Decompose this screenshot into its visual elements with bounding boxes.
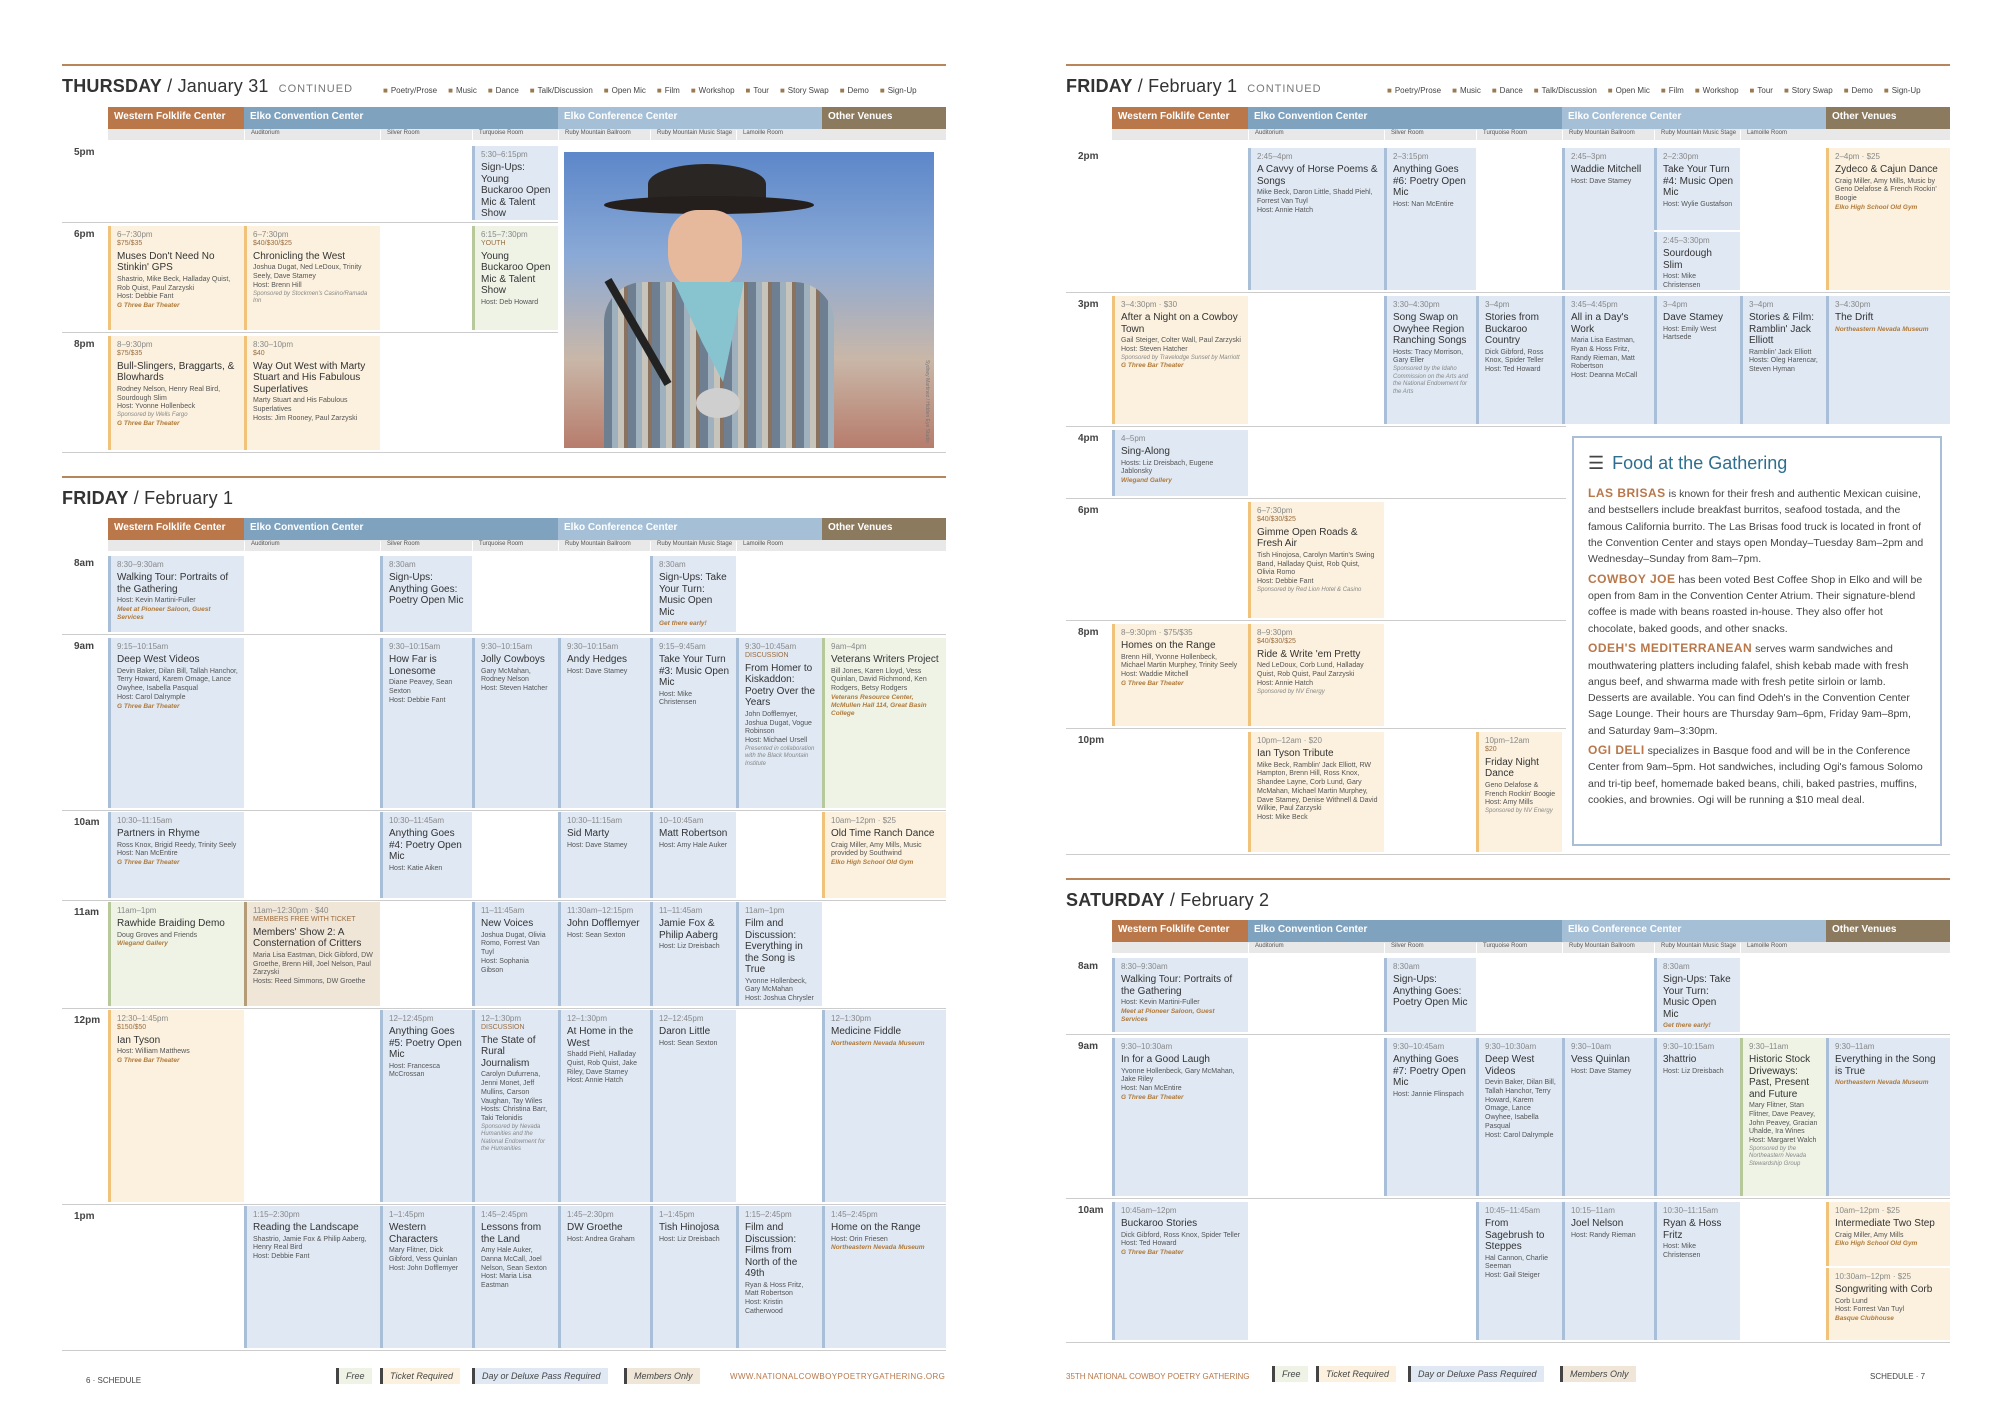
time-label: 8pm <box>74 339 95 350</box>
event-card[interactable]: 10:30am–12pm · $25 Songwriting with Corb Corb Lund Host: Forrest Van Tuyl Basque Clubhouse <box>1826 1268 1950 1340</box>
room-row <box>1112 942 1950 953</box>
food-at-the-gathering-box: ☰ Food at the Gathering LAS BRISAS is known for their fresh and authentic Mexican cuisine, and bestsellers include breakfast burritos, seafood tostada, and the famous California burrito. The Las Brisas food truck is located in front of the Convention Center and stays open Monday–Tuesday 8am–2pm and Wednesday–Sunday from 8am–7pm. COWBOY JOE has been voted Best Coffee Shop in Elko and will be open from 8am in the Convention Center Atrium. Their signature-blend coffee is made with beans roasted in-house. They also offer hot chocolate, baked goods, and other snacks. ODEH'S MEDITERRANEAN serves warm sandwiches and mouthwatering platters including falafel, shish kebab made with fresh angus beef, and shwarma made with fresh petite sirloin or lamb. Desserts are available. You can find Odeh's in the Convention Center Sage Lounge. Their hours are Thursday 9am–6pm, Friday 9am–8pm, and Saturday 9am–3:30pm. OGI DELI specializes in Basque food and will be in the Conference Center from 9am–5pm. Hot sandwiches, including Ogi's famous Solomo and tri-tip beef, homemade baked beans, chili, baked pastries, muffins, cookies, and brownies. Ogi will be running a $10 meal deal. <box>1572 436 1942 846</box>
event-card[interactable]: 10:45–11:45am From Sagebrush to Steppes Hal Cannon, Charlie Seeman Host: Gail Steiger <box>1476 1202 1562 1340</box>
venue-header-cc: Elko Conference Center <box>558 518 822 540</box>
room-silver: Silver Room <box>1384 130 1424 140</box>
event-card[interactable]: 11–11:45am Jamie Fox & Philip Aaberg Host: Liz Dreisbach <box>650 902 736 1006</box>
room-lamoille: Lamoille Room <box>1740 130 1787 140</box>
room-turquoise: Turquoise Room <box>472 541 523 551</box>
event-card[interactable]: 3:30–4:30pm Song Swap on Owyhee Region Ranching Songs Hosts: Tracy Morrison, Gary Eller Sponsored by the Idaho Commission on the Arts and the National Endowment for the Arts <box>1384 296 1476 424</box>
event-card[interactable]: 8–9:30pm $40/$30/$25 Ride & Write 'em Pretty Ned LeDoux, Corb Lund, Halladay Quist, Rob Quist, Paul Zarzyski Host: Annie Hatch Sponsored by NV Energy <box>1248 624 1384 726</box>
event-card[interactable]: 1:45–2:45pm Lessons from the Land Amy Hale Auker, Danna McCall, Joel Nelson, Sean Sexton Host: Maria Lisa Eastman <box>472 1206 558 1348</box>
event-card[interactable]: 9:15–10:15am Deep West Videos Devin Baker, Dilan Bill, Tallah Hanchor, Terry Howard, Karem Omage, Lance Owyhee, Isabella Pasqual Host: Carol Dalrymple G Three Bar Theater <box>108 638 244 808</box>
event-card[interactable]: 4–5pm Sing-Along Hosts: Liz Dreisbach, Eugene Jablonsky Wiegand Gallery <box>1112 430 1248 496</box>
event-card[interactable]: 6–7:30pm $40/$30/$25 Gimme Open Roads & Fresh Air Tish Hinojosa, Carolyn Martin's Swing Band, Halladay Quist, Rob Quist, Olivia Romo Host: Debbie Fant Sponsored by Red Lion Hotel & Casino <box>1248 502 1384 618</box>
room-row <box>108 540 946 551</box>
event-card[interactable]: 10:30–11:15am Ryan & Hoss Fritz Host: Mike Christensen <box>1654 1202 1740 1340</box>
event-card[interactable]: 12–1:30pm At Home in the West Shadd Piehl, Halladay Quist, Rob Quist, Jake Riley, Dave Stamey Host: Annie Hatch <box>558 1010 650 1202</box>
room-turquoise: Turquoise Room <box>1476 943 1527 953</box>
room-silver: Silver Room <box>380 130 420 140</box>
legend-right: ■ Poetry/Prose■ Music■ Dance■ Talk/Discussion■ Open Mic■ Film■ Workshop■ Tour■ Story Swap■ Demo■ Sign-Up <box>1376 86 1921 95</box>
row-divider <box>62 810 946 811</box>
event-card[interactable]: 1–1:45pm Western Characters Mary Flitner, Dick Gibford, Vess Quinlan Host: John Dofflemyer <box>380 1206 472 1348</box>
time-label: 9am <box>1078 1041 1099 1052</box>
legend-left: ■ Poetry/Prose■ Music■ Dance■ Talk/Discussion■ Open Mic■ Film■ Workshop■ Tour■ Story Swap■ Demo■ Sign-Up <box>372 86 917 95</box>
event-card[interactable]: 10pm–12am $20 Friday Night Dance Geno Delafose & French Rockin' Boogie Host: Amy Mills Sponsored by NV Energy <box>1476 732 1562 852</box>
key-pass: Day or Deluxe Pass Required <box>1408 1366 1544 1382</box>
event-card[interactable]: 9:30–10:15am Jolly Cowboys Gary McMahan, Rodney Nelson Host: Steven Hatcher <box>472 638 558 808</box>
time-label: 10am <box>1078 1205 1104 1216</box>
event-card[interactable]: 9:15–9:45am Take Your Turn #3: Music Open Mic Host: Mike Christensen <box>650 638 736 808</box>
event-card[interactable]: 10–10:45am Matt Robertson Host: Amy Hale Auker <box>650 812 736 898</box>
row-divider <box>62 1350 946 1351</box>
event-card[interactable]: 11–11:45am New Voices Joshua Dugat, Olivia Romo, Forrest Van Tuyl Host: Sophania Gibson <box>472 902 558 1006</box>
row-divider <box>62 1008 946 1009</box>
event-card[interactable]: 10:30–11:45am Anything Goes #4: Poetry Open Mic Host: Katie Aiken <box>380 812 472 898</box>
key-members: Members Only <box>624 1368 700 1384</box>
room-auditorium: Auditorium <box>244 541 280 551</box>
event-card[interactable]: 9:30–11am Everything in the Song is True Northeastern Nevada Museum <box>1826 1038 1950 1196</box>
top-rule <box>1066 64 1950 66</box>
venue-header-ov: Other Venues <box>822 518 946 540</box>
event-card[interactable]: 8:30–9:30am Walking Tour: Portraits of the Gathering Host: Kevin Martini-Fuller Meet at Pioneer Saloon, Guest Services <box>1112 958 1248 1032</box>
room-ruby-ballroom: Ruby Mountain Ballroom <box>1562 130 1635 140</box>
event-card[interactable]: 11am–1pm Rawhide Braiding Demo Doug Groves and Friends Wiegand Gallery <box>108 902 244 1006</box>
event-card[interactable]: 9:30–10:30am Deep West Videos Devin Baker, Dilan Bill, Tallah Hanchor, Terry Howard, Karem Omage, Lance Owyhee, Isabella Pasqual Host: Carol Dalrymple <box>1476 1038 1562 1196</box>
event-card[interactable]: 1:15–2:30pm Reading the Landscape Shastrio, Jamie Fox & Philip Aaberg, Henry Real Bird Host: Debbie Fant <box>244 1206 380 1348</box>
row-divider <box>1066 854 1950 855</box>
section-rule <box>1066 878 1950 880</box>
friday-cont-heading: FRIDAY / February 1 CONTINUED <box>1066 76 1322 96</box>
event-card[interactable]: 8:30am Sign-Ups: Take Your Turn: Music Open Mic Get there early! <box>1654 958 1740 1032</box>
time-label: 12pm <box>74 1015 101 1026</box>
event-card[interactable]: 12:30–1:45pm $150/$50 Ian Tyson Host: William Matthews G Three Bar Theater <box>108 1010 244 1202</box>
room-turquoise: Turquoise Room <box>472 130 523 140</box>
event-card[interactable]: 10:45am–12pm Buckaroo Stories Dick Gibford, Ross Knox, Spider Teller Host: Ted Howard G Three Bar Theater <box>1112 1202 1248 1340</box>
event-card[interactable]: 3–4:30pm The Drift Northeastern Nevada Museum <box>1826 296 1950 424</box>
row-divider <box>62 452 946 453</box>
top-rule <box>62 64 946 66</box>
belt-buckle-shape <box>696 388 740 418</box>
saturday-heading: SATURDAY / February 2 <box>1066 890 1270 910</box>
key-ticket: Ticket Required <box>380 1368 460 1384</box>
room-row <box>1112 129 1950 140</box>
event-card[interactable]: 8:30am Sign-Ups: Anything Goes: Poetry Open Mic <box>1384 958 1476 1032</box>
event-card[interactable]: 2:45–4pm A Cavvy of Horse Poems & Songs Mike Beck, Daron Little, Shadd Piehl, Forrest Van Tuyl Host: Annie Hatch <box>1248 148 1384 290</box>
row-divider <box>1066 1342 1950 1343</box>
event-card[interactable]: 9am–4pm Veterans Writers Project Bill Jones, Karen Lloyd, Vess Quinlan, David Richmond, Ken Rodgers, Betsy Rodgers Veterans Resource Center, McMullen Hall 114, Great Basin College <box>822 638 946 808</box>
event-card[interactable]: 9:30–10:15am How Far is Lonesome Diane Peavey, Sean Sexton Host: Debbie Fant <box>380 638 472 808</box>
event-card[interactable]: 12–1:30pm Medicine Fiddle Northeastern Nevada Museum <box>822 1010 946 1202</box>
venue-header-ec: Elko Convention Center <box>1248 107 1562 129</box>
venue-header-wf: Western Folklife Center <box>108 107 244 129</box>
room-ruby-stage: Ruby Mountain Music Stage <box>650 130 732 140</box>
venue-header-ec: Elko Convention Center <box>1248 920 1562 942</box>
time-label: 6pm <box>74 229 95 240</box>
venue-header-ov: Other Venues <box>1826 920 1950 942</box>
time-label: 1pm <box>74 1211 95 1222</box>
row-divider <box>1066 292 1950 293</box>
face-shape <box>668 210 742 290</box>
food-title: ☰ Food at the Gathering <box>1588 453 1788 473</box>
event-card[interactable]: 12–12:45pm Daron Little Host: Sean Sexton <box>650 1010 736 1202</box>
event-card[interactable]: 3–4pm Stories from Buckaroo Country Dick Gibford, Ross Knox, Spider Teller Host: Ted Howard <box>1476 296 1562 424</box>
row-divider <box>62 222 558 223</box>
event-card[interactable]: 9:30–10:45am Anything Goes #7: Poetry Open Mic Host: Jannie Flinspach <box>1384 1038 1476 1196</box>
event-card[interactable]: 1:15–2:45pm Film and Discussion: Films from North of the 49th Ryan & Hoss Fritz, Matt Robertson Host: Kristin Catherwood <box>736 1206 822 1348</box>
time-label: 11am <box>74 907 100 918</box>
event-card[interactable]: 2:45–3:30pm Sourdough Slim Host: Mike Christensen <box>1654 232 1740 290</box>
time-label: 10am <box>74 817 100 828</box>
event-card[interactable]: 9:30–10:15am 3hattrio Host: Liz Dreisbach <box>1654 1038 1740 1196</box>
section-rule <box>62 476 946 478</box>
event-card[interactable]: 6:15–7:30pm YOUTH Young Buckaroo Open Mic & Talent Show Host: Deb Howard <box>472 226 558 330</box>
fork-knife-icon: ☰ <box>1588 453 1605 473</box>
friday-heading: FRIDAY / February 1 <box>62 488 234 508</box>
event-card[interactable]: 11am–1pm Film and Discussion: Everything in the Song is True Yvonne Hollenbeck, Gary McMahan Host: Joshua Chrysler <box>736 902 822 1006</box>
row-divider <box>62 900 946 901</box>
event-card[interactable]: 8:30–9:30am Walking Tour: Portraits of the Gathering Host: Kevin Martini-Fuller Meet at Pioneer Saloon, Guest Services <box>108 556 244 632</box>
event-card[interactable]: 10am–12pm · $25 Old Time Ranch Dance Craig Miller, Amy Mills, Music provided by Southwind Elko High School Old Gym <box>822 812 946 898</box>
room-auditorium: Auditorium <box>1248 943 1284 953</box>
website-link[interactable]: WWW.NATIONALCOWBOYPOETRYGATHERING.ORG <box>730 1372 946 1381</box>
event-card[interactable]: 9:30–10:15am Andy Hedges Host: Dave Stamey <box>558 638 650 808</box>
event-card[interactable]: 2–2:30pm Take Your Turn #4: Music Open Mic Host: Wylie Gustafson <box>1654 148 1740 230</box>
row-divider <box>1066 620 1566 621</box>
row-divider <box>62 634 946 635</box>
photo-credit: Sydney Martinez / Hidden Eye Studio <box>924 360 930 443</box>
event-card[interactable]: 10:30–11:15am Sid Marty Host: Dave Stamey <box>558 812 650 898</box>
row-divider <box>62 1204 946 1205</box>
room-auditorium: Auditorium <box>1248 130 1284 140</box>
time-label: 2pm <box>1078 151 1099 162</box>
event-card[interactable]: 11am–12:30pm · $40 MEMBERS FREE WITH TICKET Members' Show 2: A Consternation of Critters Maria Lisa Eastman, Dick Gibford, DW Groethe, Brenn Hill, Joel Nelson, Paul Zarzyski Hosts: Reed Simmons, DW Groethe <box>244 902 380 1006</box>
venue-header-ec: Elko Convention Center <box>244 107 558 129</box>
room-ruby-stage: Ruby Mountain Music Stage <box>1654 943 1736 953</box>
event-card[interactable]: 2–3:15pm Anything Goes #6: Poetry Open Mic Host: Nan McEntire <box>1384 148 1476 290</box>
row-divider <box>1066 426 1566 427</box>
venue-header-wf: Western Folklife Center <box>1112 920 1248 942</box>
time-label: 8am <box>1078 961 1099 972</box>
row-divider <box>1066 1198 1950 1199</box>
key-free: Free <box>1272 1366 1308 1382</box>
room-silver: Silver Room <box>380 541 420 551</box>
event-card[interactable]: 1:45–2:30pm DW Groethe Host: Andrea Graham <box>558 1206 650 1348</box>
room-row <box>108 129 946 140</box>
room-silver: Silver Room <box>1384 943 1424 953</box>
venue-header-ov: Other Venues <box>822 107 946 129</box>
event-card[interactable]: 6–7:30pm $40/$30/$25 Chronicling the West Joshua Dugat, Ned LeDoux, Trinity Seely, Dave Stamey Host: Brenn Hill Sponsored by Stockmen's Casino/Ramada Inn <box>244 226 380 330</box>
room-ruby-ballroom: Ruby Mountain Ballroom <box>558 541 631 551</box>
event-card[interactable]: 5:30–6:15pm Sign-Ups: Young Buckaroo Open Mic & Talent Show <box>472 146 558 220</box>
row-divider <box>62 332 558 333</box>
key-pass: Day or Deluxe Pass Required <box>472 1368 608 1384</box>
key-free: Free <box>336 1368 372 1384</box>
venue-header-cc: Elko Conference Center <box>1562 107 1826 129</box>
time-label: 8am <box>74 558 95 569</box>
venue-header-wf: Western Folklife Center <box>1112 107 1248 129</box>
event-card[interactable]: 3–4pm Stories & Film: Ramblin' Jack Elliott Ramblin' Jack Elliott Hosts: Oleg Harencar, Steven Hyman <box>1740 296 1826 424</box>
venue-header-cc: Elko Conference Center <box>558 107 822 129</box>
venue-header-ov: Other Venues <box>1826 107 1950 129</box>
row-divider <box>1066 1034 1950 1035</box>
event-card[interactable]: 6–7:30pm $75/$35 Muses Don't Need No Stinkin' GPS Shastrio, Mike Beck, Halladay Quist, Rob Quist, Paul Zarzyski Host: Debbie Fant G Three Bar Theater <box>108 226 244 330</box>
room-ruby-ballroom: Ruby Mountain Ballroom <box>558 130 631 140</box>
event-card[interactable]: 1–1:45pm Tish Hinojosa Host: Liz Dreisbach <box>650 1206 736 1348</box>
event-card[interactable]: 10pm–12am · $20 Ian Tyson Tribute Mike Beck, Ramblin' Jack Elliott, RW Hampton, Brenn Hill, Ross Knox, Shandee Layne, Corb Lund, Gary McMahan, Michael Martin Murphey, Dave Stamey, Denise Withnell & David Wilkie, Paul Zarzyski Host: Mike Beck <box>1248 732 1384 852</box>
room-ruby-stage: Ruby Mountain Music Stage <box>1654 130 1736 140</box>
event-card[interactable]: 10am–12pm · $25 Intermediate Two Step Craig Miller, Amy Mills Elko High School Old Gym <box>1826 1202 1950 1266</box>
event-card[interactable]: 2–4pm · $25 Zydeco & Cajun Dance Craig Miller, Amy Mills, Music by Geno Delafose & French Rockin' Boogie Elko High School Old Gym <box>1826 148 1950 290</box>
event-card[interactable]: 9:30–10am Vess Quinlan Host: Dave Stamey <box>1562 1038 1654 1196</box>
event-card[interactable]: 8–9:30pm $75/$35 Bull-Slingers, Braggarts, & Blowhards Rodney Nelson, Henry Real Bird, Sourdough Slim Host: Yvonne Hollenbeck Sponsored by Wells Fargo G Three Bar Theater <box>108 336 244 450</box>
event-card[interactable]: 11:30am–12:15pm John Dofflemyer Host: Sean Sexton <box>558 902 650 1006</box>
room-turquoise: Turquoise Room <box>1476 130 1527 140</box>
time-label: 5pm <box>74 147 95 158</box>
event-card[interactable]: 10:30–11:15am Partners in Rhyme Ross Knox, Brigid Reedy, Trinity Seely Host: Nan McEntire G Three Bar Theater <box>108 812 244 898</box>
event-card[interactable]: 12–12:45pm Anything Goes #5: Poetry Open Mic Host: Francesca McCrossan <box>380 1010 472 1202</box>
row-divider <box>1066 728 1566 729</box>
gathering-footer-title: 35TH NATIONAL COWBOY POETRY GATHERING <box>1066 1372 1250 1381</box>
room-lamoille: Lamoille Room <box>736 541 783 551</box>
venue-header-wf: Western Folklife Center <box>108 518 244 540</box>
event-card[interactable]: 1:45–2:45pm Home on the Range Host: Orin Friesen Northeastern Nevada Museum <box>822 1206 946 1348</box>
key-members: Members Only <box>1560 1366 1636 1382</box>
event-card[interactable]: 9:30–10:30am In for a Good Laugh Yvonne Hollenbeck, Gary McMahan, Jake Riley Host: Nan McEntire G Three Bar Theater <box>1112 1038 1248 1196</box>
event-card[interactable]: 2:45–3pm Waddie Mitchell Host: Dave Stamey <box>1562 148 1654 290</box>
thursday-heading: THURSDAY / January 31 CONTINUED <box>62 76 354 96</box>
event-card[interactable]: 10:15–11am Joel Nelson Host: Randy Rieman <box>1562 1202 1654 1340</box>
time-label: 6pm <box>1078 505 1099 516</box>
event-card[interactable]: 8:30am Sign-Ups: Take Your Turn: Music Open Mic Get there early! <box>650 556 736 632</box>
room-auditorium: Auditorium <box>244 130 280 140</box>
event-card[interactable]: 9:30–10:45am DISCUSSION From Homer to Kiskaddon: Poetry Over the Years John Dofflemyer, Joshua Dugat, Vogue Robinson Host: Michael Ursell Presented in collaboration with the Black Mountain Institute <box>736 638 822 808</box>
time-label: 10pm <box>1078 735 1105 746</box>
room-ruby-ballroom: Ruby Mountain Ballroom <box>1562 943 1635 953</box>
young-cowboy-photo <box>564 152 934 448</box>
room-lamoille: Lamoille Room <box>1740 943 1787 953</box>
venue-header-cc: Elko Conference Center <box>1562 920 1826 942</box>
event-card[interactable]: 8–9:30pm · $75/$35 Homes on the Range Brenn Hill, Yvonne Hollenbeck, Michael Martin Murphey, Trinity Seely Host: Waddie Mitchell G Three Bar Theater <box>1112 624 1248 726</box>
time-label: 3pm <box>1078 299 1099 310</box>
venue-header-ec: Elko Convention Center <box>244 518 558 540</box>
page-number-right: SCHEDULE · 7 <box>1870 1372 1926 1381</box>
time-label: 4pm <box>1078 433 1099 444</box>
time-label: 8pm <box>1078 627 1099 638</box>
time-label: 9am <box>74 641 95 652</box>
room-lamoille: Lamoille Room <box>736 130 783 140</box>
room-ruby-stage: Ruby Mountain Music Stage <box>650 541 732 551</box>
event-card[interactable]: 3–4:30pm · $30 After a Night on a Cowboy Town Gail Steiger, Colter Wall, Paul Zarzyski Host: Steven Hatcher Sponsored by Travelodge Sunset by Marriott G Three Bar Theater <box>1112 296 1248 424</box>
event-card[interactable]: 12–1:30pm DISCUSSION The State of Rural Journalism Carolyn Dufurrena, Jenni Monet, Jeff Mullins, Carson Vaughan, Tay Wiles Hosts: Christina Barr, Taki Telonidis Sponsored by Nevada Humanities and the National Endowment for the Humanities <box>472 1010 558 1202</box>
event-card[interactable]: 9:30–11am Historic Stock Driveways: Past, Present and Future Mary Flitner, Stan Flitner, Dave Peavey, John Peavey, Gracian Uhalde, Ira Wines Host: Margaret Walch Sponsored by the Northeastern Nevada Stewardship Group <box>1740 1038 1826 1196</box>
row-divider <box>1066 498 1566 499</box>
key-ticket: Ticket Required <box>1316 1366 1396 1382</box>
event-card[interactable]: 8:30–10pm $40 Way Out West with Marty Stuart and His Fabulous Superlatives Marty Stuart and His Fabulous Superlatives Hosts: Jim Rooney, Paul Zarzyski <box>244 336 380 450</box>
event-card[interactable]: 8:30am Sign-Ups: Anything Goes: Poetry Open Mic <box>380 556 472 632</box>
event-card[interactable]: 3:45–4:45pm All in a Day's Work Maria Lisa Eastman, Ryan & Hoss Fritz, Randy Rieman, Matt Robertson Host: Deanna McCall <box>1562 296 1654 424</box>
event-card[interactable]: 3–4pm Dave Stamey Host: Emily West Hartsede <box>1654 296 1740 424</box>
page-number-left: 6 · SCHEDULE <box>86 1376 142 1385</box>
